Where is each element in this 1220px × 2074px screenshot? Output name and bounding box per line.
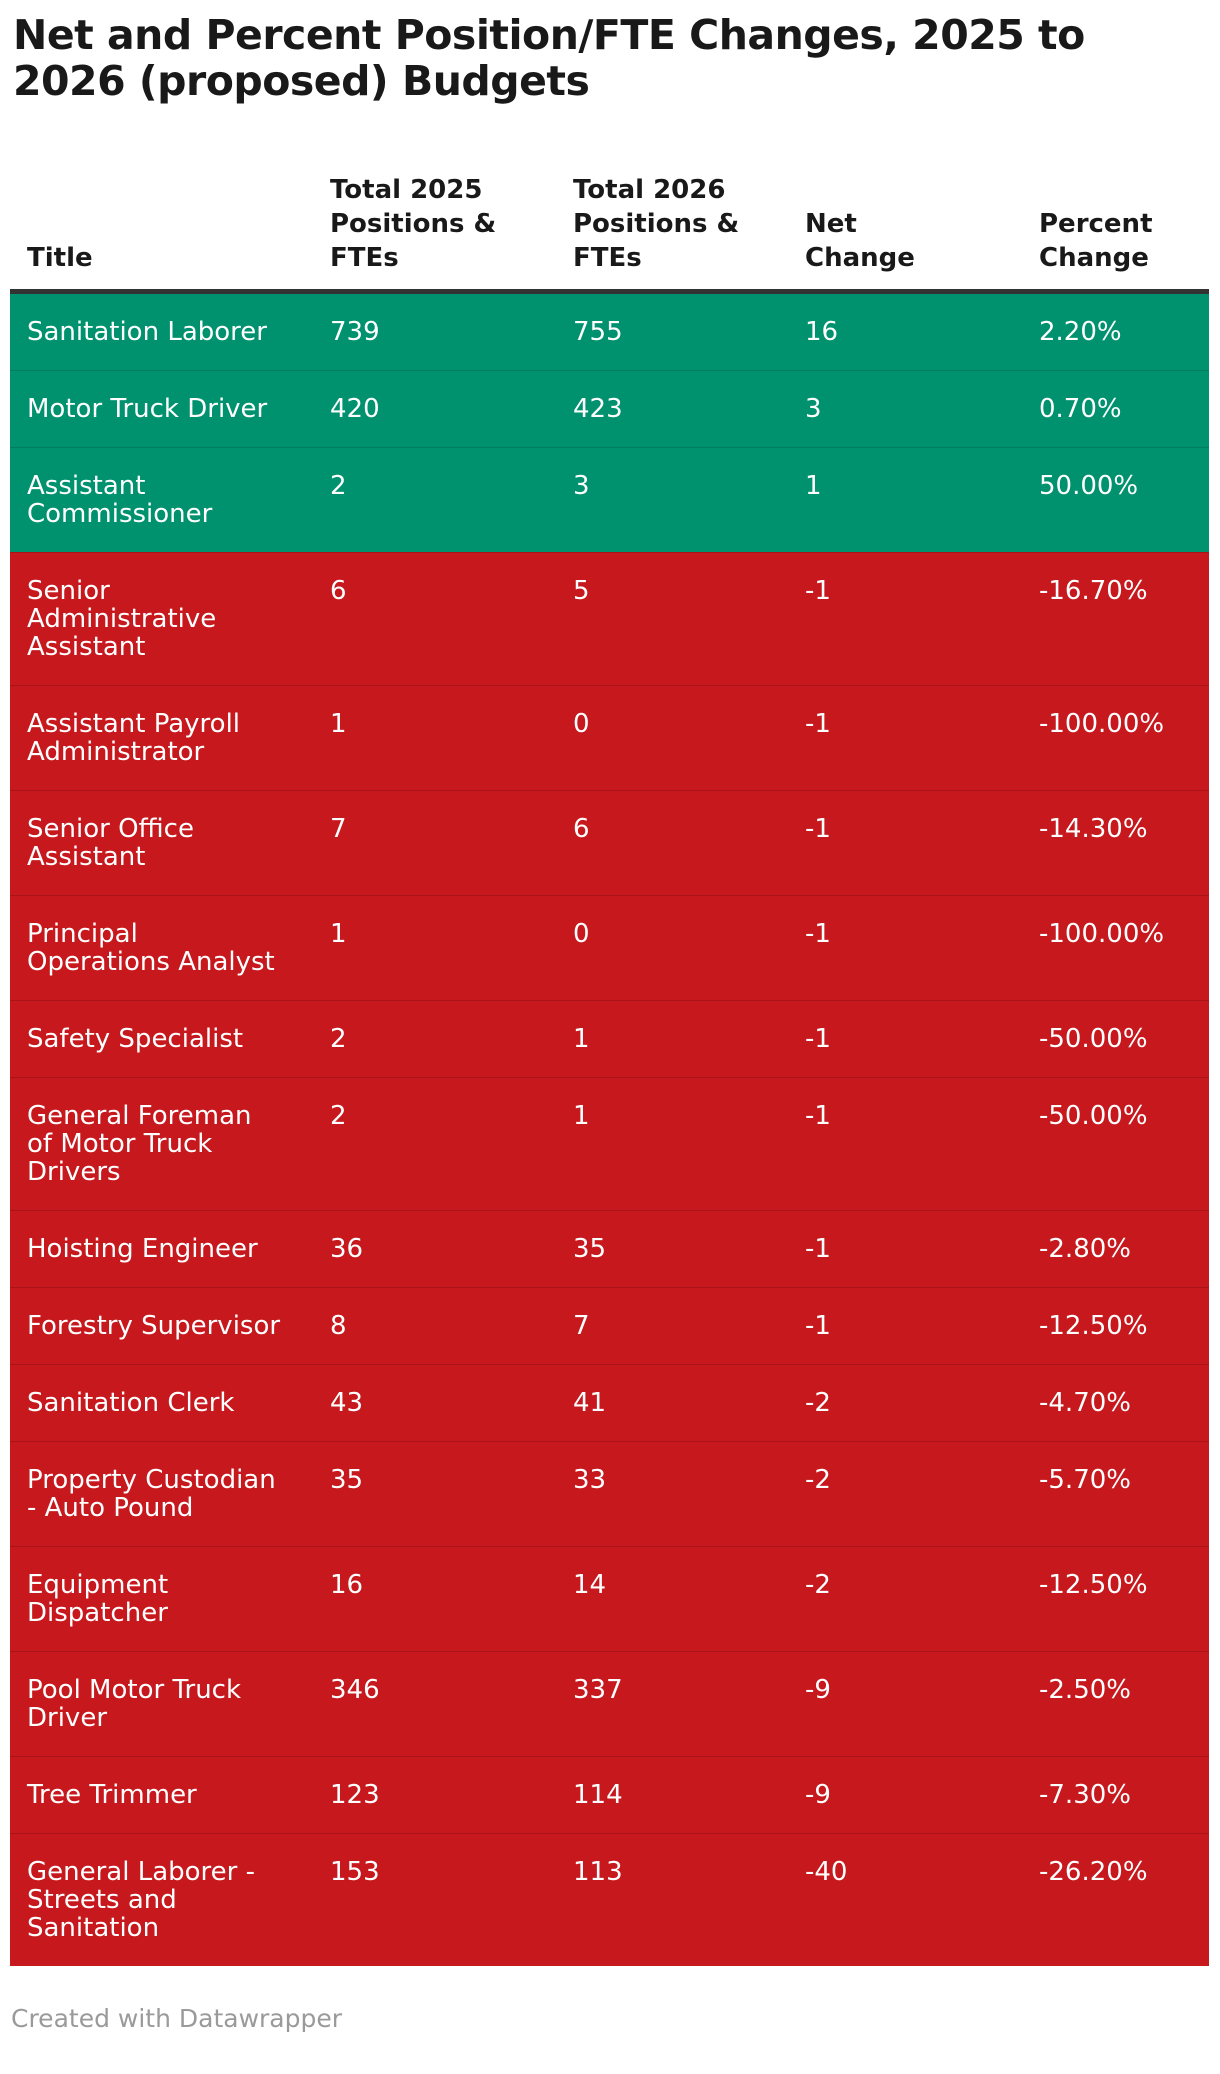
cell-total-2026-positions-ftes: 41 [573, 1388, 607, 1418]
cell-title: Senior Office Assistant [27, 814, 194, 872]
table-row [10, 1756, 1209, 1833]
cell-title: Hoisting Engineer [27, 1234, 258, 1264]
cell-title: General Foreman of Motor Truck Drivers [27, 1101, 252, 1187]
column-header-total-2026: Total 2026 Positions & FTEs [573, 175, 740, 273]
cell-net-change: -1 [805, 1024, 831, 1054]
cell-total-2026-positions-ftes: 114 [573, 1780, 623, 1810]
cell-title: Assistant Payroll Administrator [27, 709, 241, 767]
column-header-net-change: Net Change [805, 209, 915, 273]
cell-title: Safety Specialist [27, 1024, 244, 1054]
cell-total-2026-positions-ftes: 423 [573, 394, 623, 424]
cell-percent-change: -100.00% [1039, 919, 1165, 949]
cell-total-2025-positions-ftes: 2 [330, 471, 347, 501]
cell-title: Sanitation Clerk [27, 1388, 235, 1418]
cell-percent-change: 0.70% [1039, 394, 1122, 424]
table-row [10, 1651, 1209, 1756]
cell-title: Principal Operations Analyst [27, 919, 275, 977]
cell-total-2025-positions-ftes: 1 [330, 709, 347, 739]
cell-total-2026-positions-ftes: 7 [573, 1311, 590, 1341]
table-row [10, 1287, 1209, 1364]
column-header-total-2025: Total 2025 Positions & FTEs [330, 175, 497, 273]
cell-title: Equipment Dispatcher [27, 1570, 169, 1628]
cell-total-2026-positions-ftes: 14 [573, 1570, 607, 1600]
cell-total-2025-positions-ftes: 123 [330, 1780, 380, 1810]
cell-total-2026-positions-ftes: 6 [573, 814, 590, 844]
cell-total-2025-positions-ftes: 1 [330, 919, 347, 949]
cell-total-2025-positions-ftes: 36 [330, 1234, 364, 1264]
table-row [10, 790, 1209, 895]
table-row [10, 1833, 1209, 1966]
cell-total-2026-positions-ftes: 1 [573, 1024, 590, 1054]
cell-total-2026-positions-ftes: 3 [573, 471, 590, 501]
cell-total-2026-positions-ftes: 1 [573, 1101, 590, 1131]
table-row [10, 1364, 1209, 1441]
cell-net-change: -2 [805, 1388, 831, 1418]
cell-percent-change: -5.70% [1039, 1465, 1131, 1495]
cell-title: Senior Administrative Assistant [27, 576, 217, 662]
cell-percent-change: -2.50% [1039, 1675, 1131, 1705]
cell-total-2025-positions-ftes: 8 [330, 1311, 347, 1341]
cell-title: Sanitation Laborer [27, 317, 267, 347]
table-row [10, 1077, 1209, 1210]
cell-net-change: -9 [805, 1780, 831, 1810]
cell-total-2025-positions-ftes: 6 [330, 576, 347, 606]
table-header-row [10, 173, 1209, 294]
table-row [10, 685, 1209, 790]
cell-title: Motor Truck Driver [27, 394, 268, 424]
cell-percent-change: -26.20% [1039, 1857, 1148, 1887]
cell-percent-change: -2.80% [1039, 1234, 1131, 1264]
cell-title: General Laborer - Streets and Sanitation [27, 1857, 256, 1943]
cell-total-2026-positions-ftes: 337 [573, 1675, 623, 1705]
cell-total-2025-positions-ftes: 16 [330, 1570, 364, 1600]
cell-total-2026-positions-ftes: 5 [573, 576, 590, 606]
cell-net-change: 16 [805, 317, 839, 347]
table-row [10, 447, 1209, 552]
cell-total-2025-positions-ftes: 153 [330, 1857, 380, 1887]
cell-percent-change: -7.30% [1039, 1780, 1131, 1810]
table-row [10, 1546, 1209, 1651]
table-row [10, 1000, 1209, 1077]
cell-total-2026-positions-ftes: 113 [573, 1857, 623, 1887]
cell-title: Forestry Supervisor [27, 1311, 281, 1341]
cell-percent-change: -100.00% [1039, 709, 1165, 739]
cell-percent-change: 50.00% [1039, 471, 1139, 501]
table-body [10, 294, 1209, 1966]
cell-title: Tree Trimmer [27, 1780, 197, 1810]
cell-percent-change: -50.00% [1039, 1101, 1148, 1131]
cell-total-2026-positions-ftes: 33 [573, 1465, 607, 1495]
column-header-title: Title [27, 243, 93, 273]
column-header-percent-change: Percent Change [1039, 209, 1153, 273]
cell-total-2025-positions-ftes: 2 [330, 1024, 347, 1054]
cell-net-change: -1 [805, 1234, 831, 1264]
cell-percent-change: -12.50% [1039, 1570, 1148, 1600]
cell-total-2026-positions-ftes: 0 [573, 919, 590, 949]
cell-percent-change: 2.20% [1039, 317, 1122, 347]
cell-total-2026-positions-ftes: 35 [573, 1234, 607, 1264]
cell-title: Pool Motor Truck Driver [27, 1675, 242, 1733]
cell-net-change: -1 [805, 919, 831, 949]
table-row [10, 370, 1209, 447]
cell-net-change: 3 [805, 394, 822, 424]
table-row [10, 294, 1209, 370]
cell-net-change: -2 [805, 1570, 831, 1600]
cell-percent-change: -14.30% [1039, 814, 1148, 844]
cell-net-change: -2 [805, 1465, 831, 1495]
cell-net-change: -1 [805, 576, 831, 606]
cell-total-2025-positions-ftes: 739 [330, 317, 380, 347]
cell-total-2025-positions-ftes: 420 [330, 394, 380, 424]
cell-percent-change: -4.70% [1039, 1388, 1131, 1418]
table-row [10, 1441, 1209, 1546]
datawrapper-attribution-link[interactable]: Created with Datawrapper [11, 2004, 343, 2033]
cell-net-change: -1 [805, 709, 831, 739]
position-fte-changes-table [10, 173, 1209, 1966]
cell-net-change: -1 [805, 1101, 831, 1131]
cell-percent-change: -16.70% [1039, 576, 1148, 606]
cell-total-2026-positions-ftes: 755 [573, 317, 623, 347]
table-row [10, 552, 1209, 685]
cell-total-2025-positions-ftes: 35 [330, 1465, 364, 1495]
cell-total-2025-positions-ftes: 346 [330, 1675, 380, 1705]
cell-total-2025-positions-ftes: 2 [330, 1101, 347, 1131]
cell-net-change: -1 [805, 1311, 831, 1341]
table-row [10, 895, 1209, 1000]
cell-net-change: 1 [805, 471, 822, 501]
cell-net-change: -1 [805, 814, 831, 844]
chart-title: Net and Percent Position/FTE Changes, 2025 to 2026 (proposed) Budgets [13, 11, 1085, 105]
cell-title: Assistant Commissioner [27, 471, 213, 529]
cell-percent-change: -12.50% [1039, 1311, 1148, 1341]
table-row [10, 1210, 1209, 1287]
cell-net-change: -40 [805, 1857, 848, 1887]
cell-total-2026-positions-ftes: 0 [573, 709, 590, 739]
cell-total-2025-positions-ftes: 43 [330, 1388, 364, 1418]
cell-title: Property Custodian - Auto Pound [27, 1465, 276, 1523]
cell-total-2025-positions-ftes: 7 [330, 814, 347, 844]
cell-percent-change: -50.00% [1039, 1024, 1148, 1054]
cell-net-change: -9 [805, 1675, 831, 1705]
